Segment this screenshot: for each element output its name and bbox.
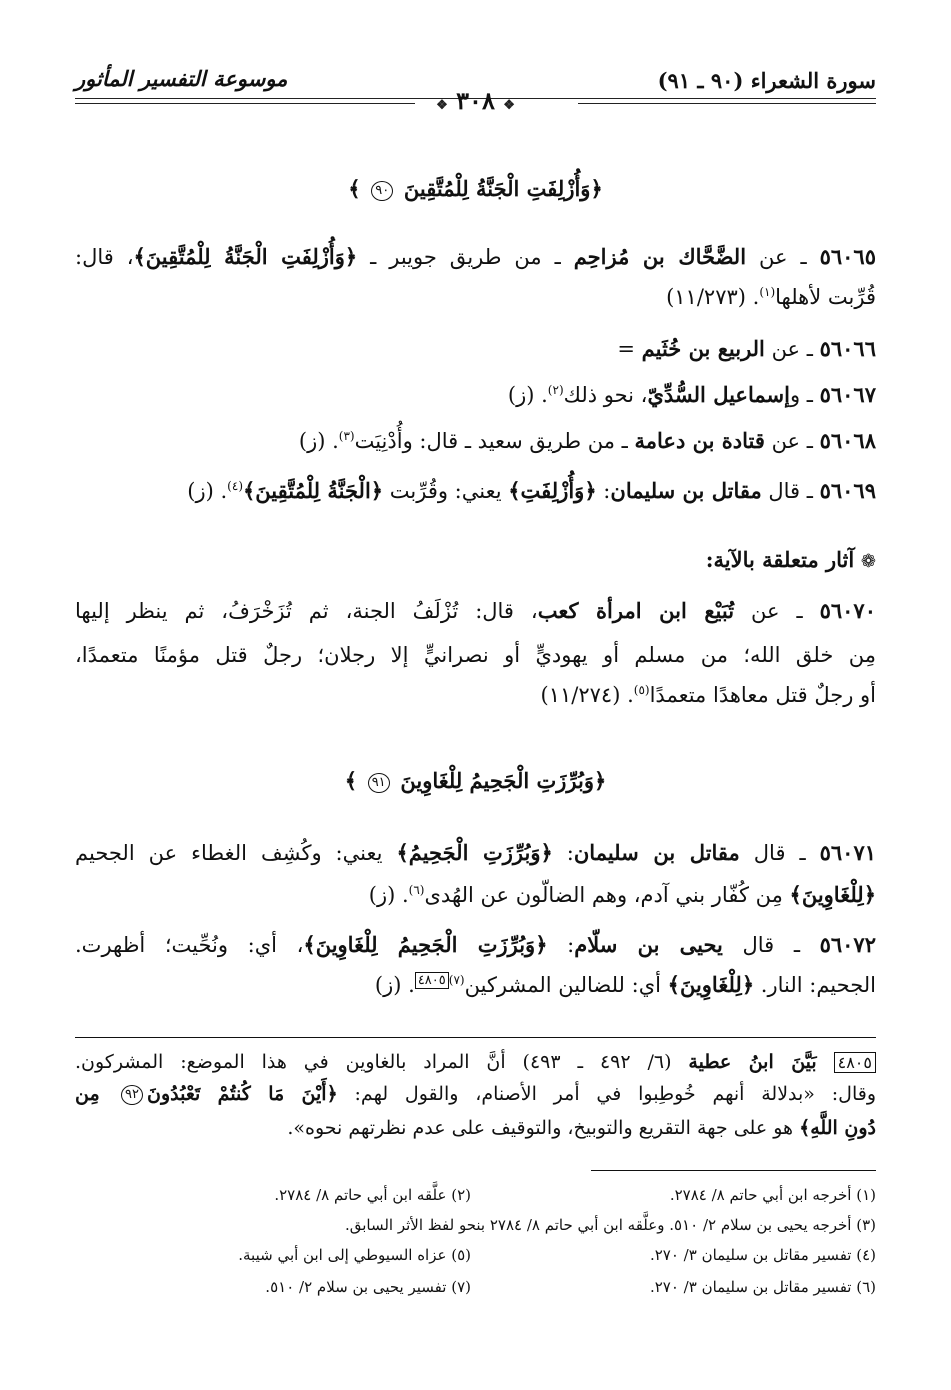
entry-56065-line2 <box>75 280 876 314</box>
narrator-name: إسماعيل السُّدِّيّ <box>647 382 790 407</box>
book-title: موسوعة التفسير المأثور <box>75 66 288 91</box>
entry-number: ٥٦٠٧١ <box>819 840 877 865</box>
flower-icon: ❁ <box>860 551 876 572</box>
header-rule-right <box>578 103 876 104</box>
quran-quote: ﴿وَبُرِّزَتِ الْجَحِيمُ لِلْغَاوِينَ﴾ <box>303 932 548 957</box>
text: هو على جهة التقريع والتوبيخ، والتوقيف على عدم نظرتهم نحوه». <box>287 1117 800 1139</box>
ayah-number: ٩٠ <box>371 181 393 201</box>
ayah-close: ﴾ <box>344 768 358 793</box>
entry-56070-line1 <box>75 594 876 628</box>
narrator-name: الربيع بن خُثَيم <box>641 336 765 361</box>
note-line3 <box>75 1112 876 1144</box>
footnote-ref[interactable]: (٢) <box>547 383 564 397</box>
text: ـ عن <box>764 337 820 361</box>
entry-number: ٥٦٠٦٩ <box>819 478 876 503</box>
text: ـ قال <box>761 479 820 503</box>
text: . (ز) <box>187 479 228 503</box>
note-author: بَيَّنَ ابنُ عطية <box>688 1051 817 1073</box>
surah-title: سورة الشعراء (٩٠ ـ ٩١) <box>657 68 876 93</box>
narrator-name: مقاتل بن سليمان <box>573 840 740 865</box>
ayah-text: ﴿وَبُرِّزَتِ الْجَحِيمُ لِلْغَاوِينَ <box>400 768 607 793</box>
text: ـ من طريق جويبر ـ <box>357 245 574 269</box>
footnote-2: (٢) علَّقه ابن أبي حاتم ٨/ ٢٧٨٤. <box>274 1186 471 1204</box>
text: : <box>552 841 574 865</box>
ayah-number: ٩٢ <box>121 1085 143 1105</box>
footnote-4: (٤) تفسير مقاتل بن سليمان ٣/ ٢٧٠. <box>649 1246 876 1264</box>
text: ـ عن <box>734 599 820 623</box>
text: ، قال: تُزْلَفُ الجنة، ثم تُزَخْرَفُ، ثم ينظر إليها <box>75 599 538 623</box>
volume-ref: . (١١/٢٧٣) <box>666 285 760 309</box>
entry-number: ٥٦٠٧٠ <box>819 598 876 623</box>
quran-quote: ﴿وَبُرِّزَتِ الْجَحِيمُ﴾ <box>396 840 553 865</box>
text: . (ز) <box>298 429 339 453</box>
page-number-text: ٣٠٨ <box>456 86 495 115</box>
ayah-close: ﴾ <box>348 176 361 201</box>
entry-56065-line1 <box>75 240 876 274</box>
text: ـ عن <box>746 245 820 269</box>
text: مِن خلق الله؛ من مسلم أو يهوديٍّ أو نصرانيٍّ إلا رجلان؛ رجلٌ قتل مؤمنًا متعمدًا، <box>75 643 876 667</box>
header-rule-left <box>75 103 415 104</box>
page-number <box>420 86 531 115</box>
text: (٦/ ٤٩٢ ـ ٤٩٣) أنَّ المراد بالغاوين في هذا الموضع: المشركون. <box>75 1051 689 1073</box>
text: مِن <box>75 1083 118 1105</box>
volume-ref: . (١١/٢٧٤) <box>540 683 634 707</box>
text: ـ قال <box>722 933 820 957</box>
quran-quote: ﴿لِلْغَاوِينَ﴾ <box>789 882 876 907</box>
text: أو رجلٌ قتل معاهدًا متعمدًا <box>649 683 876 707</box>
text: ، أي: ونُحِّيت؛ أظهرت. <box>75 933 304 957</box>
note-separator <box>75 1037 876 1038</box>
ornament-icon: ❖ <box>503 98 515 113</box>
section-heading <box>75 543 876 579</box>
entry-number: ٥٦٠٦٦ <box>819 336 876 361</box>
text: وقال: «بدلالة أنهم خُوطِبوا في أمر الأصنام، والقول لهم: <box>337 1083 876 1105</box>
ornament-icon: ❖ <box>436 98 448 113</box>
footnote-ref[interactable]: (٣) <box>338 429 355 443</box>
footnote-ref[interactable]: (٥) <box>633 683 650 697</box>
text: مِن كُفّار بني آدم، وهم الضالّون عن الهُدى <box>424 883 790 907</box>
entry-number: ٥٦٠٧٢ <box>819 932 876 957</box>
text: = <box>617 337 642 361</box>
entry-56070-line3 <box>75 678 876 712</box>
ayah-text: ﴿وَأُزْلِفَتِ الْجَنَّةُ لِلْمُتَّقِينَ <box>403 176 603 201</box>
footnote-ref[interactable]: (١) <box>759 285 776 299</box>
footnote-ref[interactable]: (٧) <box>448 973 465 987</box>
text: أي: للضالين المشركين <box>464 973 668 997</box>
footnote-7: (٧) تفسير يحيى بن سلام ٢/ ٥١٠. <box>265 1278 471 1296</box>
ayah-number: ٩١ <box>368 773 390 793</box>
note-number-box: ٤٨٠٥ <box>834 1052 876 1073</box>
narrator-name: تُبَيْع ابن امرأة كعب <box>537 598 735 623</box>
text: ـ من طريق سعيد ـ قال: وأُدْنِيَت <box>354 429 635 453</box>
text: يعني: وقُرِّبت <box>383 479 509 503</box>
entry-56066 <box>75 332 876 366</box>
ayah-heading-91 <box>75 764 876 798</box>
text: قُرِّبت لأهلها <box>775 285 876 309</box>
text: ، قال: <box>75 245 134 269</box>
text: . (ز) <box>374 973 415 997</box>
narrator-name: يحيى بن سلّام <box>574 932 723 957</box>
text: . (ز) <box>507 383 548 407</box>
section-heading-text: آثار متعلقة بالآية: <box>705 547 855 572</box>
text: : <box>547 933 575 957</box>
commentary-ref-box[interactable]: ٤٨٠٥ <box>415 972 449 989</box>
text: . (ز) <box>368 883 409 907</box>
quran-quote: ﴿لِلْغَاوِينَ﴾ <box>667 972 755 997</box>
text: ، نحو ذلك <box>563 383 648 407</box>
text: الجحيم: النار. <box>754 973 876 997</box>
entry-56072-line2 <box>75 968 876 1002</box>
entry-number: ٥٦٠٦٥ <box>819 244 876 269</box>
entry-56068 <box>75 424 876 458</box>
text: ـ و <box>789 383 820 407</box>
quran-quote: ﴿الْجَنَّةُ لِلْمُتَّقِينَ﴾ <box>243 478 384 503</box>
narrator-name: قتادة بن دعامة <box>634 428 765 453</box>
text: : <box>596 479 611 503</box>
footnote-6: (٦) تفسير مقاتل بن سليمان ٣/ ٢٧٠. <box>649 1278 876 1296</box>
entry-56072-line1 <box>75 928 876 962</box>
ayah-heading-90 <box>75 172 876 206</box>
entry-56070-line2 <box>75 638 876 672</box>
entry-56069 <box>75 474 876 508</box>
narrator-name: الضَّحَّاك بن مُزاحِم <box>573 244 747 269</box>
entry-56071-line1 <box>75 836 876 870</box>
page-header <box>75 62 876 122</box>
footnote-5: (٥) عزاه السيوطي إلى ابن أبي شيبة. <box>238 1246 471 1264</box>
quran-quote: ﴿وَأُزْلِفَتِ الْجَنَّةُ لِلْمُتَّقِينَ﴾ <box>133 244 358 269</box>
narrator-name: مقاتل بن سليمان <box>610 478 762 503</box>
text: ـ عن <box>764 429 820 453</box>
quran-quote: ﴿أَيْنَ مَا كُنتُمْ تَعْبُدُونَ <box>147 1083 338 1105</box>
note-line2 <box>75 1078 876 1110</box>
entry-56071-line2 <box>75 878 876 912</box>
entry-56067 <box>75 378 876 412</box>
quran-quote: ﴿وَأُزْلِفَتِ﴾ <box>508 478 597 503</box>
footnote-rule <box>591 1170 876 1171</box>
quran-quote: دُونِ اللَّهِ﴾ <box>799 1117 876 1139</box>
text: ـ قال <box>739 841 820 865</box>
entry-number: ٥٦٠٦٧ <box>819 382 876 407</box>
entry-number: ٥٦٠٦٨ <box>819 428 876 453</box>
text: يعني: وكُشِف الغطاء عن الجحيم <box>75 841 397 865</box>
footnote-ref[interactable]: (٤) <box>227 479 243 493</box>
note-line1 <box>75 1046 876 1079</box>
footnote-ref[interactable]: (٦) <box>408 883 425 897</box>
footnote-3: (٣) أخرجه يحيى بن سلام ٢/ ٥١٠. وعلَّقه ابن أبي حاتم ٨/ ٢٧٨٤ بنحو لفظ الأثر السابق. <box>344 1216 876 1234</box>
footnote-1: (١) أخرجه ابن أبي حاتم ٨/ ٢٧٨٤. <box>669 1186 876 1204</box>
